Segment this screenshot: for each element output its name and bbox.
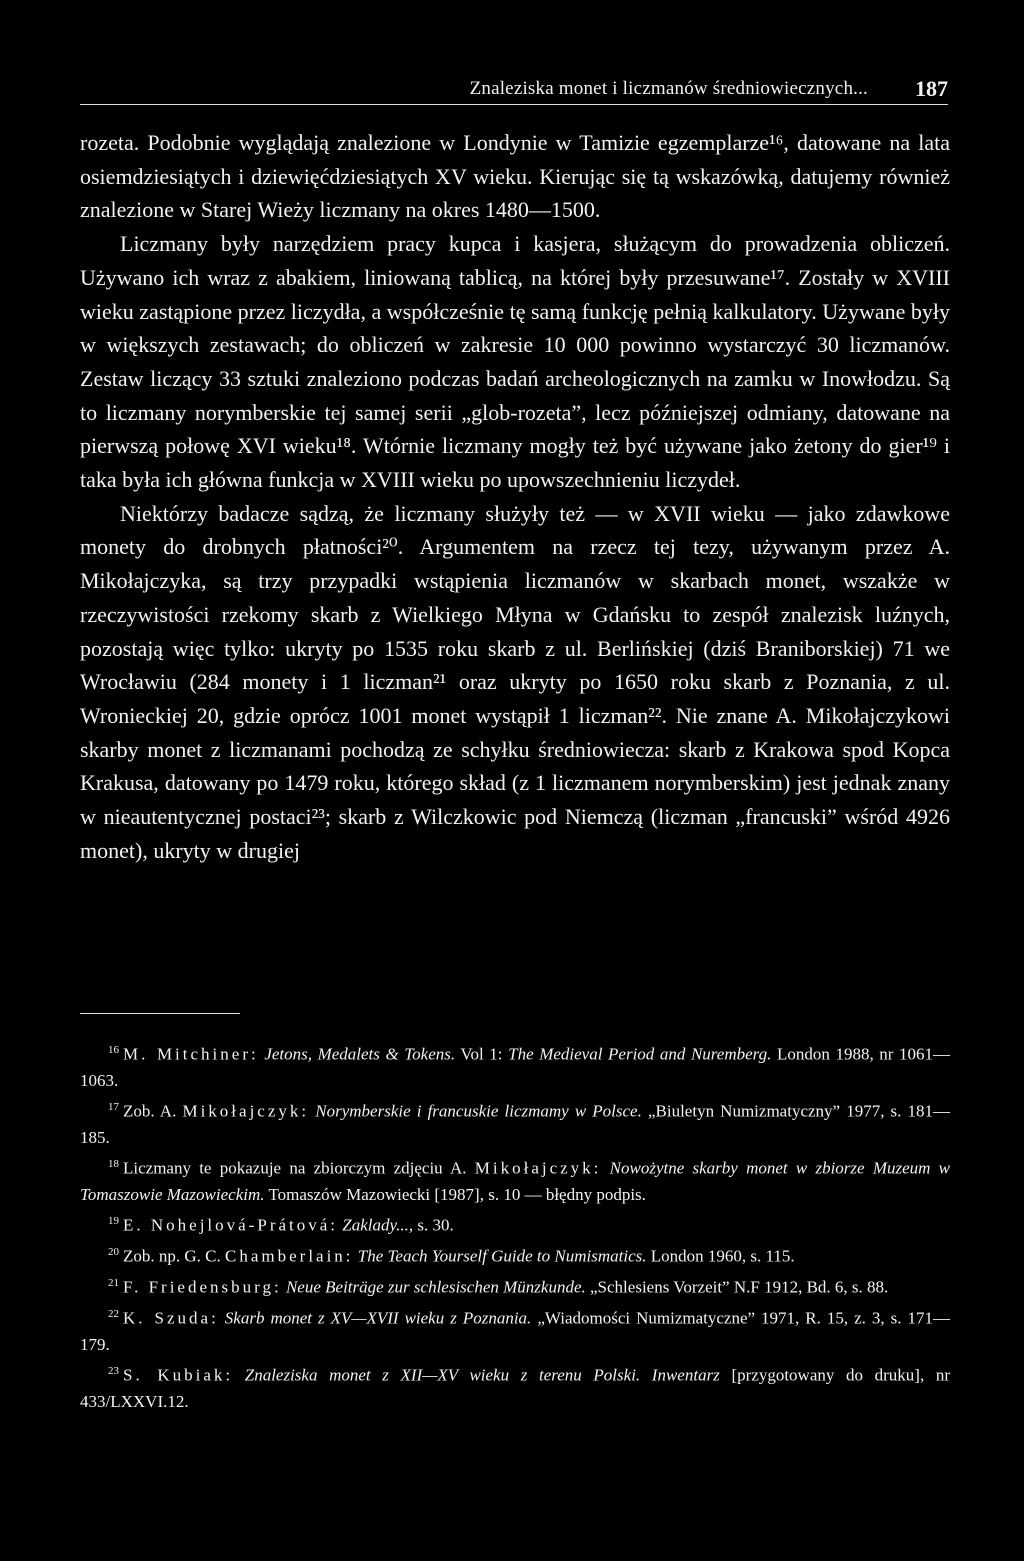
footnote-21 bbox=[80, 1270, 950, 1301]
footnote-title: Nowożytne skarby monet w zbiorze Muzeum w Tomaszowie Mazowieckim. bbox=[80, 1158, 950, 1204]
footnote-text: [przygotowany do druku], nr 433/LXXVI.12. bbox=[80, 1365, 951, 1411]
footnote-number: 16 bbox=[108, 1044, 119, 1056]
footnote-separator bbox=[80, 1013, 240, 1014]
paragraph-1: rozeta. Podobnie wyglądają znalezione w Londynie w Tamizie egzemplarze¹⁶, datowane na lata osiemdziesiątych i dziewięćdziesiątych XV wieku. Kierując się tą wskazówką, datujemy również znalezione w Starej Wieży liczmany na okres 1480—1500. bbox=[80, 130, 950, 223]
footnote-author: M. Mitchiner: bbox=[123, 1044, 259, 1064]
footnote-title: The Teach Yourself Guide to Numismatics. bbox=[357, 1246, 647, 1266]
footnote-number: 18 bbox=[108, 1158, 119, 1171]
footnote-text: London 1960, s. 115. bbox=[650, 1246, 795, 1266]
footnote-number: 23 bbox=[108, 1364, 119, 1377]
footnote-number: 20 bbox=[108, 1246, 119, 1259]
footnote-title: Neue Beiträge zur schlesischen Münzkunde. bbox=[285, 1277, 586, 1297]
footnote-text: Liczmany te pokazuje na zbiorczym zdjęciu A. bbox=[123, 1158, 467, 1178]
footnote-title: Znaleziska monet z XII—XV wieku z terenu Polski. Inwentarz bbox=[244, 1365, 720, 1385]
running-header bbox=[80, 74, 948, 105]
footnote-22 bbox=[80, 1301, 950, 1358]
footnote-text: Vol 1: bbox=[460, 1044, 503, 1064]
footnotes bbox=[80, 1037, 950, 1415]
footnote-title-2: The Medieval Period and Nuremberg. bbox=[508, 1044, 772, 1064]
footnote-author: K. Szuda: bbox=[123, 1308, 219, 1328]
footnote-author: Mikołajczyk: bbox=[182, 1101, 310, 1121]
footnote-18 bbox=[80, 1151, 950, 1208]
footnote-23 bbox=[80, 1358, 950, 1415]
footnote-text: s. 30. bbox=[417, 1215, 454, 1235]
footnote-author: Mikołajczyk: bbox=[474, 1158, 602, 1178]
footnote-number: 17 bbox=[108, 1101, 119, 1114]
footnote-17 bbox=[80, 1094, 950, 1151]
footnote-number: 22 bbox=[108, 1307, 119, 1320]
footnote-text: „Biuletyn Numizmatyczny” 1977, s. 181—185. bbox=[80, 1101, 951, 1147]
footnote-text: „Schlesiens Vorzeit” N.F 1912, Bd. 6, s. 88. bbox=[590, 1277, 889, 1297]
footnote-text: „Wiadomości Numizmatyczne” 1971, R. 15, z. 3, s. 171—179. bbox=[80, 1308, 951, 1354]
footnote-16 bbox=[80, 1037, 950, 1094]
running-title: Znaleziska monet i liczmanów średniowiecznych... bbox=[469, 78, 868, 99]
footnote-text: Tomaszów Mazowiecki [1987], s. 10 — błędny podpis. bbox=[268, 1184, 646, 1204]
page-number: 187 bbox=[915, 76, 948, 101]
paragraph-3: Niektórzy badacze sądzą, że liczmany służyły też — w XVII wieku — jako zdawkowe monety do drobnych płatności²⁰. Argumentem na rzecz tej tezy, używanym przez A. Mikołajczyka, są trzy przypadki wstąpienia liczmanów w skarbach monet, wszakże w rzeczywistości rzekomy skarb z Wielkiego Młyna w Gdańsku to zespół znalezisk luźnych, pozostają więc tylko: ukryty po 1535 roku skarb z ul. Berlińskiej (dziś Braniborskiej) 71 we Wrocławiu (284 monety i 1 liczman²¹ oraz ukryty po 1650 roku skarb z Poznania, z ul. Wronieckiej 20, gdzie oprócz 1001 monet wystąpił 1 liczman²². Nie znane A. Mikołajczykowi skarby monet z liczmanami pochodzą ze schyłku średniowiecza: skarb z Krakowa spod Kopca Krakusa, datowany po 1479 roku, którego skład (z 1 liczmanem norymberskim) jest jednak znany w nieautentycznej postaci²³; skarb z Wilczkowic pod Niemczą (liczman „francuski” wśród 4926 monet), ukryty w drugiej bbox=[80, 500, 950, 863]
footnote-number: 19 bbox=[108, 1215, 119, 1228]
footnote-author: F. Friedensburg: bbox=[123, 1277, 282, 1297]
footnote-text: Zob. np. G. C. bbox=[123, 1246, 221, 1266]
footnote-text: London 1988, nr 1061—1063. bbox=[80, 1044, 951, 1090]
footnote-20 bbox=[80, 1239, 950, 1270]
main-text bbox=[80, 126, 950, 867]
footnote-author: S. Kubiak: bbox=[123, 1365, 234, 1385]
footnote-title: Skarb monet z XV—XVII wieku z Poznania. bbox=[224, 1308, 532, 1328]
footnote-number: 21 bbox=[108, 1276, 119, 1289]
footnote-author: Chamberlain: bbox=[225, 1246, 354, 1266]
footnote-title: Norymberskie i francuskie liczmamy w Polsce. bbox=[315, 1101, 642, 1121]
footnote-title: Jetons, Medalets & Tokens. bbox=[264, 1044, 456, 1064]
paragraph-2: Liczmany były narzędziem pracy kupca i kasjera, służącym do prowadzenia obliczeń. Używano ich wraz z abakiem, liniowaną tablicą, na której były przesuwane¹⁷. Zostały w XVIII wieku zastąpione przez liczydła, a współcześnie tę samą funkcję pełnią kalkulatory. Używane były w większych zestawach; do obliczeń w zakresie 10 000 powinno wystarczyć 30 liczmanów. Zestaw liczący 33 sztuki znaleziono podczas badań archeologicznych na zamku w Inowłodzu. Są to liczmany norymberskie tej samej serii „glob-rozeta”, lecz późniejszej odmiany, datowane na pierwszą połowę XVI wieku¹⁸. Wtórnie liczmany mogły też być używane jako żetony do gier¹⁹ i taka była ich główna funkcja w XVIII wieku po upowszechnieniu liczydeł. bbox=[80, 231, 950, 493]
footnote-text: Zob. A. bbox=[123, 1101, 177, 1121]
footnote-title: Zaklady..., bbox=[342, 1215, 414, 1235]
footnote-19 bbox=[80, 1208, 950, 1239]
footnote-author: E. Nohejlová-Prátová: bbox=[123, 1215, 339, 1235]
